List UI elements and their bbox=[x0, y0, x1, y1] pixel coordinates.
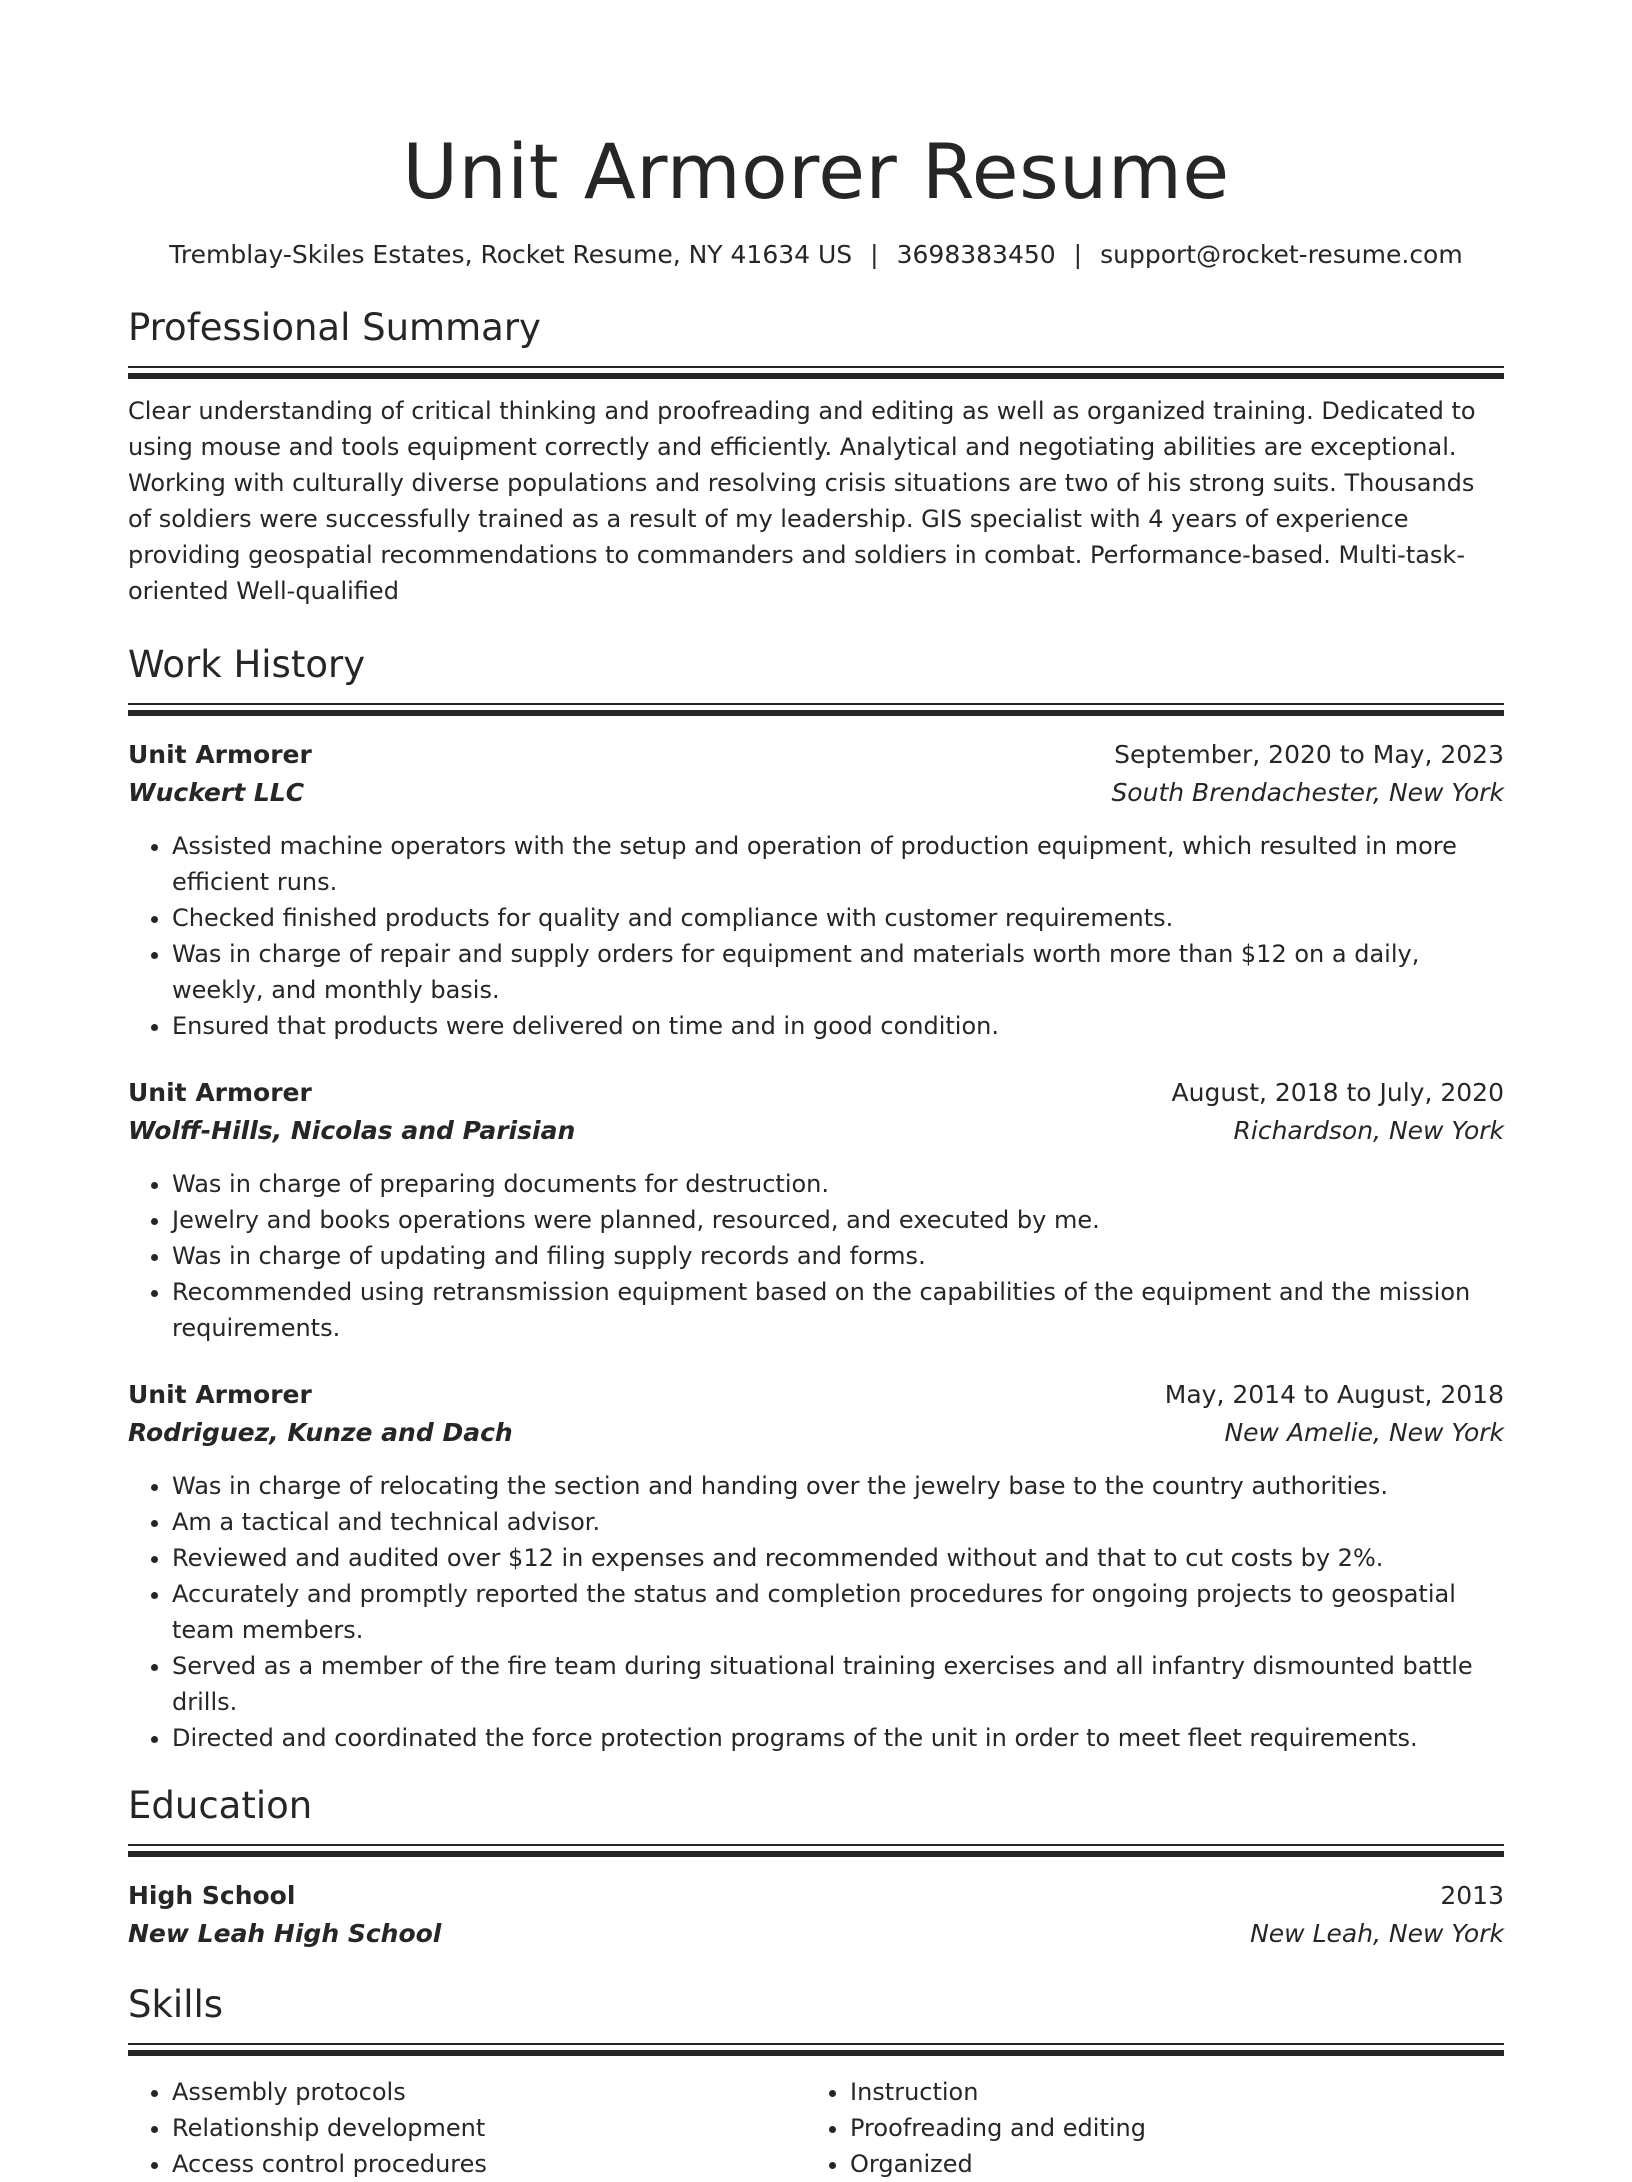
job-company: Wuckert LLC bbox=[128, 778, 305, 807]
job-company: Rodriguez, Kunze and Dach bbox=[128, 1418, 513, 1447]
section-divider bbox=[128, 703, 1504, 716]
job-location: South Brendachester, New York bbox=[1111, 778, 1504, 807]
work-section bbox=[128, 641, 1504, 1756]
skill-item: • Relationship development bbox=[172, 2110, 806, 2146]
job-company: Wolff-Hills, Nicolas and Parisian bbox=[128, 1116, 576, 1145]
section-heading-work: Work History bbox=[128, 643, 366, 686]
job-dates: September, 2020 to May, 2023 bbox=[1114, 740, 1504, 769]
job-entry bbox=[128, 736, 1504, 1044]
job-dates: May, 2014 to August, 2018 bbox=[1164, 1380, 1504, 1409]
separator: | bbox=[1073, 240, 1083, 269]
section-divider bbox=[128, 1844, 1504, 1857]
skill-item: • Proofreading and editing bbox=[850, 2110, 1484, 2146]
job-dates: August, 2018 to July, 2020 bbox=[1171, 1078, 1504, 1107]
section-divider bbox=[128, 2043, 1504, 2056]
contact-line bbox=[128, 238, 1504, 272]
resume-page bbox=[128, 0, 1504, 2182]
list-item: • Assisted machine operators with the setup and operation of production equipment, which resulted in more efficient runs. bbox=[172, 828, 1504, 900]
job-location: Richardson, New York bbox=[1233, 1116, 1504, 1145]
job-bullets bbox=[128, 1166, 1504, 1346]
skill-item: • Assembly protocols bbox=[172, 2074, 806, 2110]
job-title: Unit Armorer bbox=[128, 1380, 312, 1409]
list-item: • Recommended using retransmission equipment based on the capabilities of the equipment and the mission requirements. bbox=[172, 1274, 1504, 1346]
education-year: 2013 bbox=[1440, 1881, 1504, 1910]
job-bullets bbox=[128, 828, 1504, 1044]
education-degree: High School bbox=[128, 1881, 296, 1910]
list-item: • Ensured that products were delivered on time and in good condition. bbox=[172, 1008, 1504, 1044]
job-title: Unit Armorer bbox=[128, 740, 312, 769]
education-school: New Leah High School bbox=[128, 1919, 442, 1948]
skill-item: • Organized bbox=[850, 2146, 1484, 2182]
job-title: Unit Armorer bbox=[128, 1078, 312, 1107]
section-heading-skills: Skills bbox=[128, 1983, 224, 2026]
skills-section bbox=[128, 1981, 1504, 2182]
job-entry bbox=[128, 1074, 1504, 1346]
list-item: • Accurately and promptly reported the status and completion procedures for ongoing projects to geospatial team members. bbox=[172, 1576, 1504, 1648]
skills-list bbox=[128, 2074, 1504, 2182]
section-heading-summary: Professional Summary bbox=[128, 306, 541, 349]
section-heading-education: Education bbox=[128, 1784, 313, 1827]
email[interactable]: support@rocket-resume.com bbox=[1100, 240, 1463, 269]
list-item: • Was in charge of relocating the section and handing over the jewelry base to the country authorities. bbox=[172, 1468, 1504, 1504]
phone: 3698383450 bbox=[896, 240, 1056, 269]
job-location: New Amelie, New York bbox=[1224, 1418, 1504, 1447]
list-item: • Checked finished products for quality and compliance with customer requirements. bbox=[172, 900, 1504, 936]
summary-text: Clear understanding of critical thinking and proofreading and editing as well as organized training. Dedicated to using mouse and tools equipment correctly and efficiently. Analytical and negotiating abilities are exceptional. Working with culturally diverse populations and resolving crisis situations are two of his strong suits. Thousands of soldiers were successfully trained as a result of my leadership. GIS specialist with 4 years of experience providing geospatial recommendations to commanders and soldiers in combat. Performance-based. Multi-task-oriented Well-qualified bbox=[128, 397, 1476, 605]
list-item: • Was in charge of repair and supply orders for equipment and materials worth more than $12 on a daily, weekly, and monthly basis. bbox=[172, 936, 1504, 1008]
skills-column-left bbox=[128, 2074, 806, 2182]
address: Tremblay-Skiles Estates, Rocket Resume, NY 41634 US bbox=[169, 240, 853, 269]
education-location: New Leah, New York bbox=[1250, 1919, 1504, 1948]
job-entry bbox=[128, 1376, 1504, 1756]
list-item: • Served as a member of the fire team during situational training exercises and all infantry dismounted battle drills. bbox=[172, 1648, 1504, 1720]
list-item: • Reviewed and audited over $12 in expenses and recommended without and that to cut costs by 2%. bbox=[172, 1540, 1504, 1576]
job-bullets bbox=[128, 1468, 1504, 1756]
skills-column-right bbox=[806, 2074, 1484, 2182]
list-item: • Was in charge of updating and filing supply records and forms. bbox=[172, 1238, 1504, 1274]
education-section bbox=[128, 1782, 1504, 1953]
list-item: • Jewelry and books operations were planned, resourced, and executed by me. bbox=[172, 1202, 1504, 1238]
skill-item: • Access control procedures bbox=[172, 2146, 806, 2182]
resume-title: Unit Armorer Resume bbox=[402, 127, 1230, 216]
list-item: • Am a tactical and technical advisor. bbox=[172, 1504, 1504, 1540]
separator: | bbox=[870, 240, 879, 269]
list-item: • Directed and coordinated the force protection programs of the unit in order to meet fleet requirements. bbox=[172, 1720, 1504, 1756]
summary-section bbox=[128, 304, 1504, 609]
list-item: • Was in charge of preparing documents for destruction. bbox=[172, 1166, 1504, 1202]
section-divider bbox=[128, 366, 1504, 379]
skill-item: • Instruction bbox=[850, 2074, 1484, 2110]
